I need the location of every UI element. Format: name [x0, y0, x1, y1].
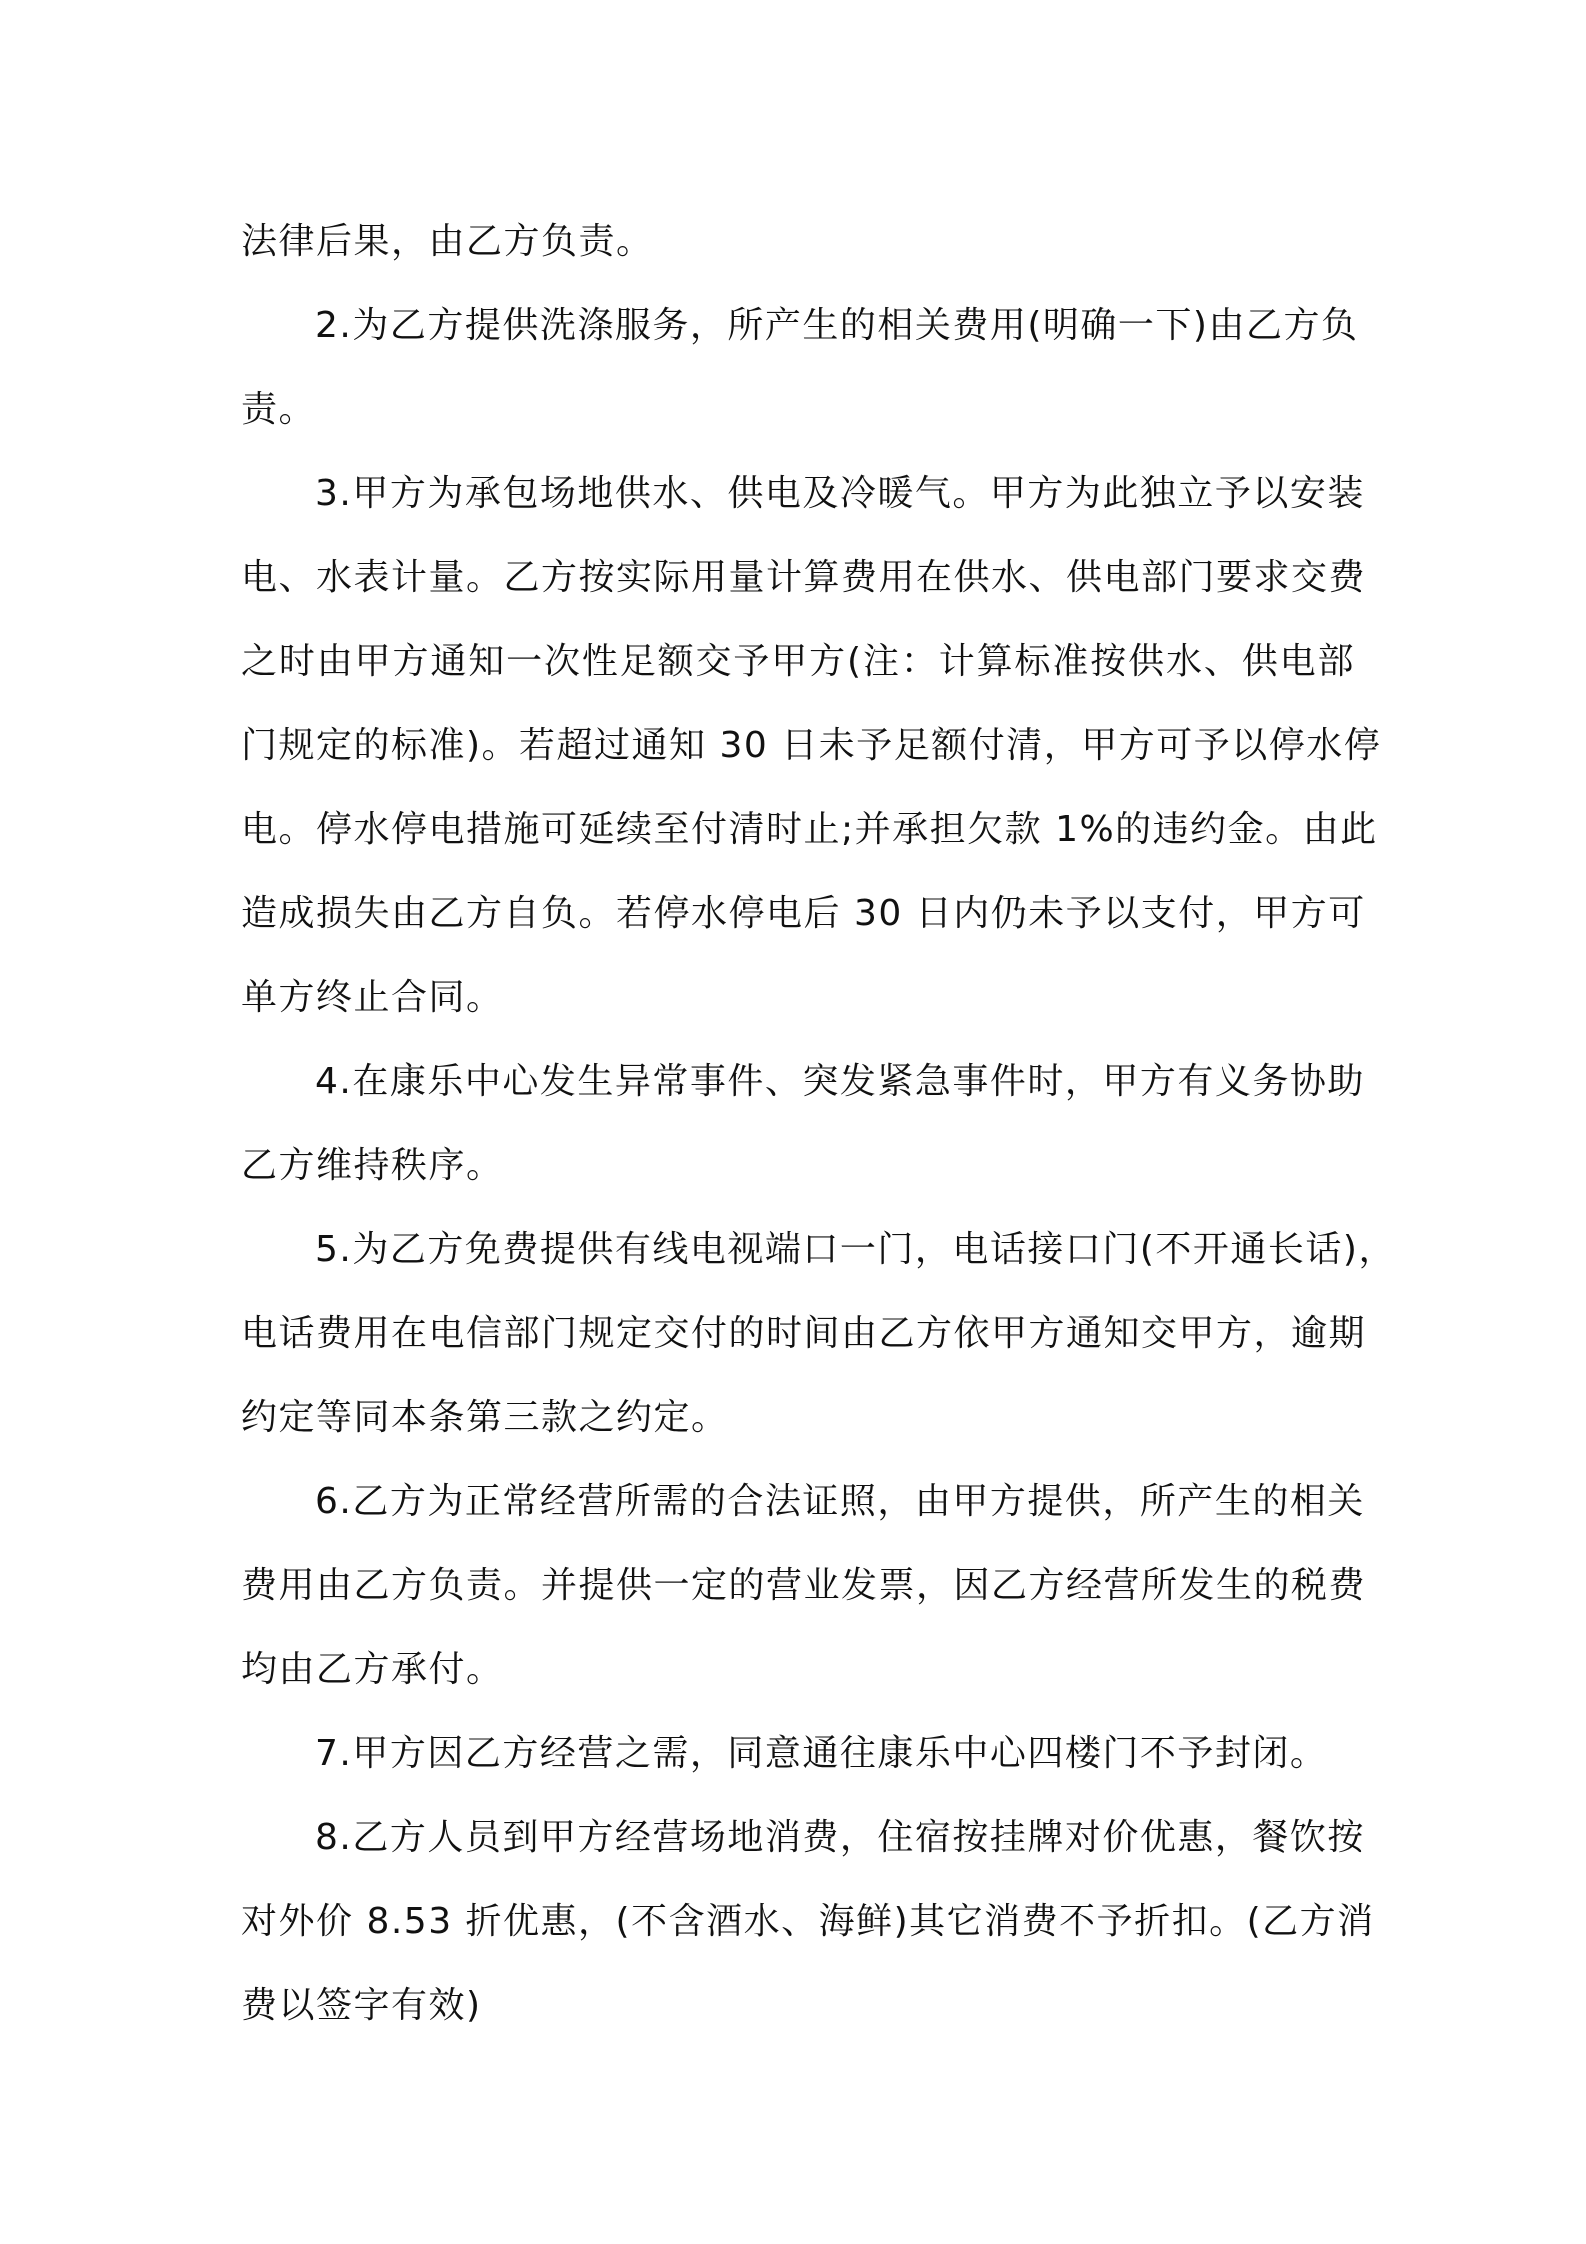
text-line: 单方终止合同。: [241, 977, 504, 1018]
text-line: 电、水表计量。乙方按实际用量计算费用在供水、供电部门要求交费: [241, 557, 1367, 598]
text-line: 2.为乙方提供洗涤服务，所产生的相关费用(明确一下)由乙方负: [315, 305, 1359, 346]
paragraph-clause-8: [241, 1796, 1375, 2048]
text-line: 门规定的标准)。若超过通知 30 日未予足额付清，甲方可予以停水停: [241, 725, 1382, 766]
text-line: 之时由甲方通知一次性足额交予甲方(注：计算标准按供水、供电部: [241, 641, 1355, 682]
paragraph-clause-4: [241, 1040, 1365, 1208]
text-line: 费用由乙方负责。并提供一定的营业发票，因乙方经营所发生的税费: [241, 1565, 1367, 1606]
text-line: 6.乙方为正常经营所需的合法证照，由甲方提供，所产生的相关: [315, 1481, 1365, 1522]
text-line: 责。: [241, 389, 317, 430]
text-line: 乙方维持秩序。: [241, 1145, 504, 1186]
text-line: 5.为乙方免费提供有线电视端口一门，电话接口门(不开通长话)，: [315, 1229, 1396, 1270]
paragraph-clause-3: [241, 452, 1382, 1040]
text-line: 电。停水停电措施可延续至付清时止;并承担欠款 1%的违约金。由此: [241, 809, 1378, 850]
text-line: 电话费用在电信部门规定交付的时间由乙方依甲方通知交甲方，逾期: [241, 1313, 1367, 1354]
paragraph-clause-5: [241, 1208, 1396, 1460]
text-line: 对外价 8.53 折优惠，(不含酒水、海鲜)其它消费不予折扣。(乙方消: [241, 1901, 1375, 1942]
text-line: 4.在康乐中心发生异常事件、突发紧急事件时，甲方有义务协助: [315, 1061, 1365, 1102]
paragraph-1: [241, 200, 1355, 284]
text-line: 7.甲方因乙方经营之需，同意通往康乐中心四楼门不予封闭。: [315, 1733, 1328, 1774]
text-line: 约定等同本条第三款之约定。: [241, 1397, 729, 1438]
text-line: 造成损失由乙方自负。若停水停电后 30 日内仍未予以支付，甲方可: [241, 893, 1366, 934]
text-line: 费以签字有效): [241, 1985, 482, 2026]
paragraph-clause-6: [241, 1460, 1367, 1712]
paragraph-clause-2: [241, 284, 1359, 452]
text-line: 法律后果，由乙方负责。: [241, 221, 654, 262]
text-line: 8.乙方人员到甲方经营场地消费，住宿按挂牌对价优惠，餐饮按: [315, 1817, 1365, 1858]
document-body: [241, 200, 1396, 2048]
text-line: 3.甲方为承包场地供水、供电及冷暖气。甲方为此独立予以安装: [315, 473, 1365, 514]
paragraph-clause-7: [241, 1712, 1355, 1796]
text-line: 均由乙方承付。: [241, 1649, 504, 1690]
